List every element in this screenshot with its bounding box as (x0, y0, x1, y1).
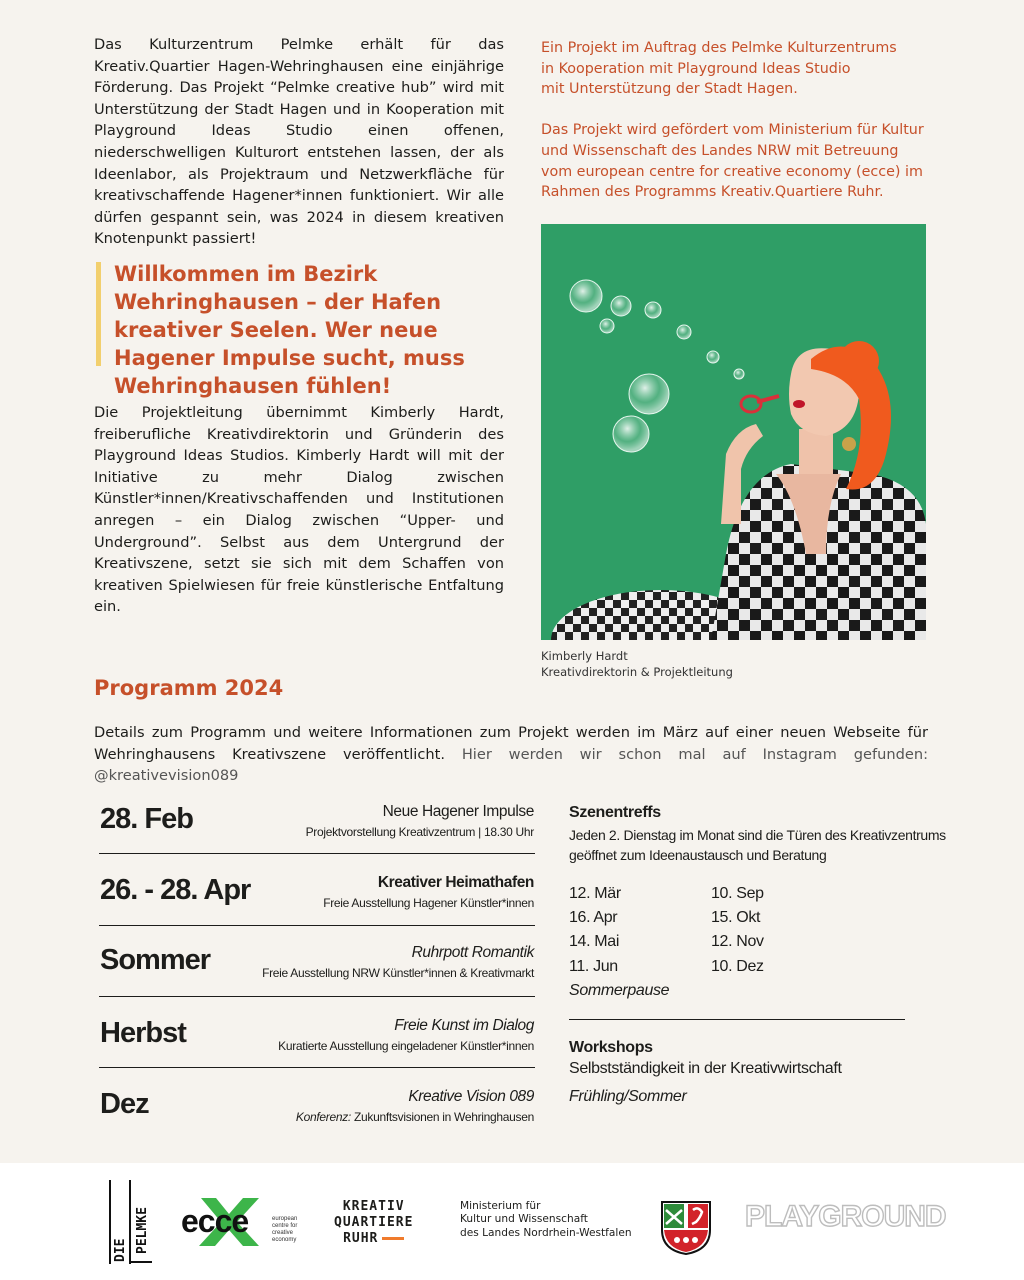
details-main: Details zum Programm und weitere Informationen zum Projekt werden im März auf einer neuen Webseite für Wehringhausens Kreativszene veröffentlicht. (94, 724, 928, 763)
kq-line-3: RUHR (334, 1231, 413, 1247)
ecce-logo (181, 1194, 311, 1254)
event-title: Ruhrpott Romantik (411, 944, 534, 961)
project-lead-paragraph: Die Projektleitung übernimmt Kimberly Hardt, freiberufliche Kreativdirektorin und Gründerin des Playground Ideas Studios. Kimberly Hardt will mit der Initiative zu mehr Dialog zwischen Künstler*innen/Kreativschaffenden und Institutionen anregen – ein Dialog zwischen “Upper- und Underground”. Selbst aus dem Untergrund der Kreativszene, setzt sie sich mit dem Schaffen von kreativen Spielwiesen für freie künstlerische Entfaltung ein. (94, 404, 504, 616)
szenentreffs-title: Szenentreffs (569, 804, 661, 821)
date-item: 16. Apr (569, 909, 618, 927)
quote-bar (96, 262, 101, 366)
ecce-sub-4: economy (272, 1237, 297, 1243)
program-details (94, 722, 928, 787)
event-date: 26. - 28. Apr (100, 874, 251, 906)
sommerpause: Sommerpause (569, 982, 670, 999)
ministry-logo-text (460, 1200, 632, 1240)
event-date: Dez (100, 1088, 149, 1120)
project-credits (541, 38, 931, 203)
nrw-coat-of-arms-icon (660, 1200, 712, 1260)
ministry-line-3: des Landes Nordrhein-Westfalen (460, 1226, 632, 1239)
ecce-sub-3: creative (272, 1230, 294, 1236)
workshops-desc: Selbstständigkeit in der Kreativwirtschaft (569, 1060, 842, 1077)
date-item: 11. Jun (569, 957, 618, 975)
instagram-note: Hier werden wir schon mal auf Instagram gefunden: @kreativevision089 (94, 745, 928, 785)
event-subtitle (296, 1110, 534, 1124)
event-title: Freie Kunst im Dialog (394, 1017, 534, 1034)
divider (99, 853, 535, 854)
credits-line-1: Ein Projekt im Auftrag des Pelmke Kulturzentrums (541, 40, 897, 56)
date-item: 14. Mai (569, 933, 620, 951)
kreativ-quartiere-logo (334, 1199, 413, 1247)
ecce-sub-1: european (272, 1216, 298, 1222)
event-date: Sommer (100, 944, 211, 976)
intro-paragraph: Das Kulturzentrum Pelmke erhält für das Kreativ.Quartier Hagen-Wehringhausen eine einjährige Förderung. Das Projekt “Pelmke creative hub” wird mit Unterstützung der Stadt Hagen und in Kooperation mit Playground Ideas Studio einen offenen, niederschwelligen Kulturort entstehen lassen, der als Ideenlabor, als Projektraum und Netzwerkfläche für kreativschaffende Hagener*innen funktioniert. Wir alle dürfen gespannt sein, was 2024 in diesem kreativen Knotenpunkt passiert! (94, 36, 504, 248)
divider (99, 996, 535, 997)
pelmke-name: PELMKE (135, 1207, 150, 1254)
playground-logo: PLAYGROUND (745, 1200, 946, 1233)
event-date: 28. Feb (100, 803, 193, 835)
pelmke-die: DIE (113, 1238, 128, 1262)
event-subtitle: Freie Ausstellung Hagener Künstler*innen (323, 896, 534, 910)
divider (569, 1019, 905, 1020)
kq-line-2: QUARTIERE (334, 1215, 414, 1230)
workshops-title: Workshops (569, 1039, 653, 1056)
caption-name: Kimberly Hardt (541, 649, 628, 663)
event-date: Herbst (100, 1017, 186, 1049)
divider (99, 1067, 535, 1068)
portrait-illustration (541, 224, 926, 640)
date-item: 10. Sep (711, 885, 764, 902)
event-dez (100, 1088, 534, 1148)
event-subtitle: Freie Ausstellung NRW Künstler*innen & Kreativmarkt (262, 966, 534, 980)
caption-role: Kreativdirektorin & Projektleitung (541, 665, 733, 679)
funding-text: Das Projekt wird gefördert vom Ministerium für Kultur und Wissenschaft des Landes NRW mit Betreuung vom european centre for creative economy (ecce) im Rahmen des Programms Kreativ.Quartiere Ruhr. (541, 122, 924, 201)
workshops-time: Frühling/Sommer (569, 1088, 687, 1105)
pelmke-logo (108, 1180, 154, 1264)
kq-line-1: KREATIV (342, 1199, 405, 1214)
ministry-line-1: Ministerium für (460, 1200, 541, 1212)
szenentreffs-dates-col1 (569, 882, 621, 979)
event-subtitle: Projektvorstellung Kreativzentrum | 18.30 Uhr (305, 825, 534, 839)
ecce-wordmark: ecce (181, 1203, 249, 1239)
date-item: 10. Dez (711, 957, 764, 975)
photo-caption (541, 648, 733, 680)
szenentreffs-desc: Jeden 2. Dienstag im Monat sind die Türen des Kreativzentrums geöffnet zum Ideenaustausch und Beratung (569, 827, 946, 863)
credits-line-3: mit Unterstützung der Stadt Hagen. (541, 81, 798, 98)
pull-quote: Willkommen im Bezirk Wehringhausen – der Hafen kreativer Seelen. Wer neue Hagener Impulse sucht, muss Wehringhausen fühlen! (114, 262, 465, 398)
date-item: 15. Okt (711, 909, 761, 927)
ministry-line-2: Kultur und Wissenschaft (460, 1213, 588, 1226)
event-subtitle-text: Zukunftsvisionen in Wehringhausen (350, 1110, 534, 1124)
szenentreffs-dates-col2 (711, 882, 764, 979)
event-title: Kreativer Heimathafen (377, 874, 534, 891)
event-title: Neue Hagener Impulse (382, 803, 534, 820)
event-subtitle-prefix: Konferenz: (295, 1110, 351, 1124)
event-subtitle: Kuratierte Ausstellung eingeladener Künstler*innen (278, 1039, 534, 1053)
credits-line-2: in Kooperation mit Playground Ideas Studio (541, 60, 851, 77)
ecce-sub-2: centre for (272, 1223, 298, 1229)
event-title: Kreative Vision 089 (408, 1088, 534, 1105)
portrait-photo (541, 224, 926, 640)
divider (99, 925, 535, 926)
date-item: 12. Nov (711, 933, 764, 951)
program-title: Programm 2024 (94, 676, 284, 700)
date-item: 12. Mär (569, 885, 621, 902)
event-sommer (100, 944, 534, 1004)
